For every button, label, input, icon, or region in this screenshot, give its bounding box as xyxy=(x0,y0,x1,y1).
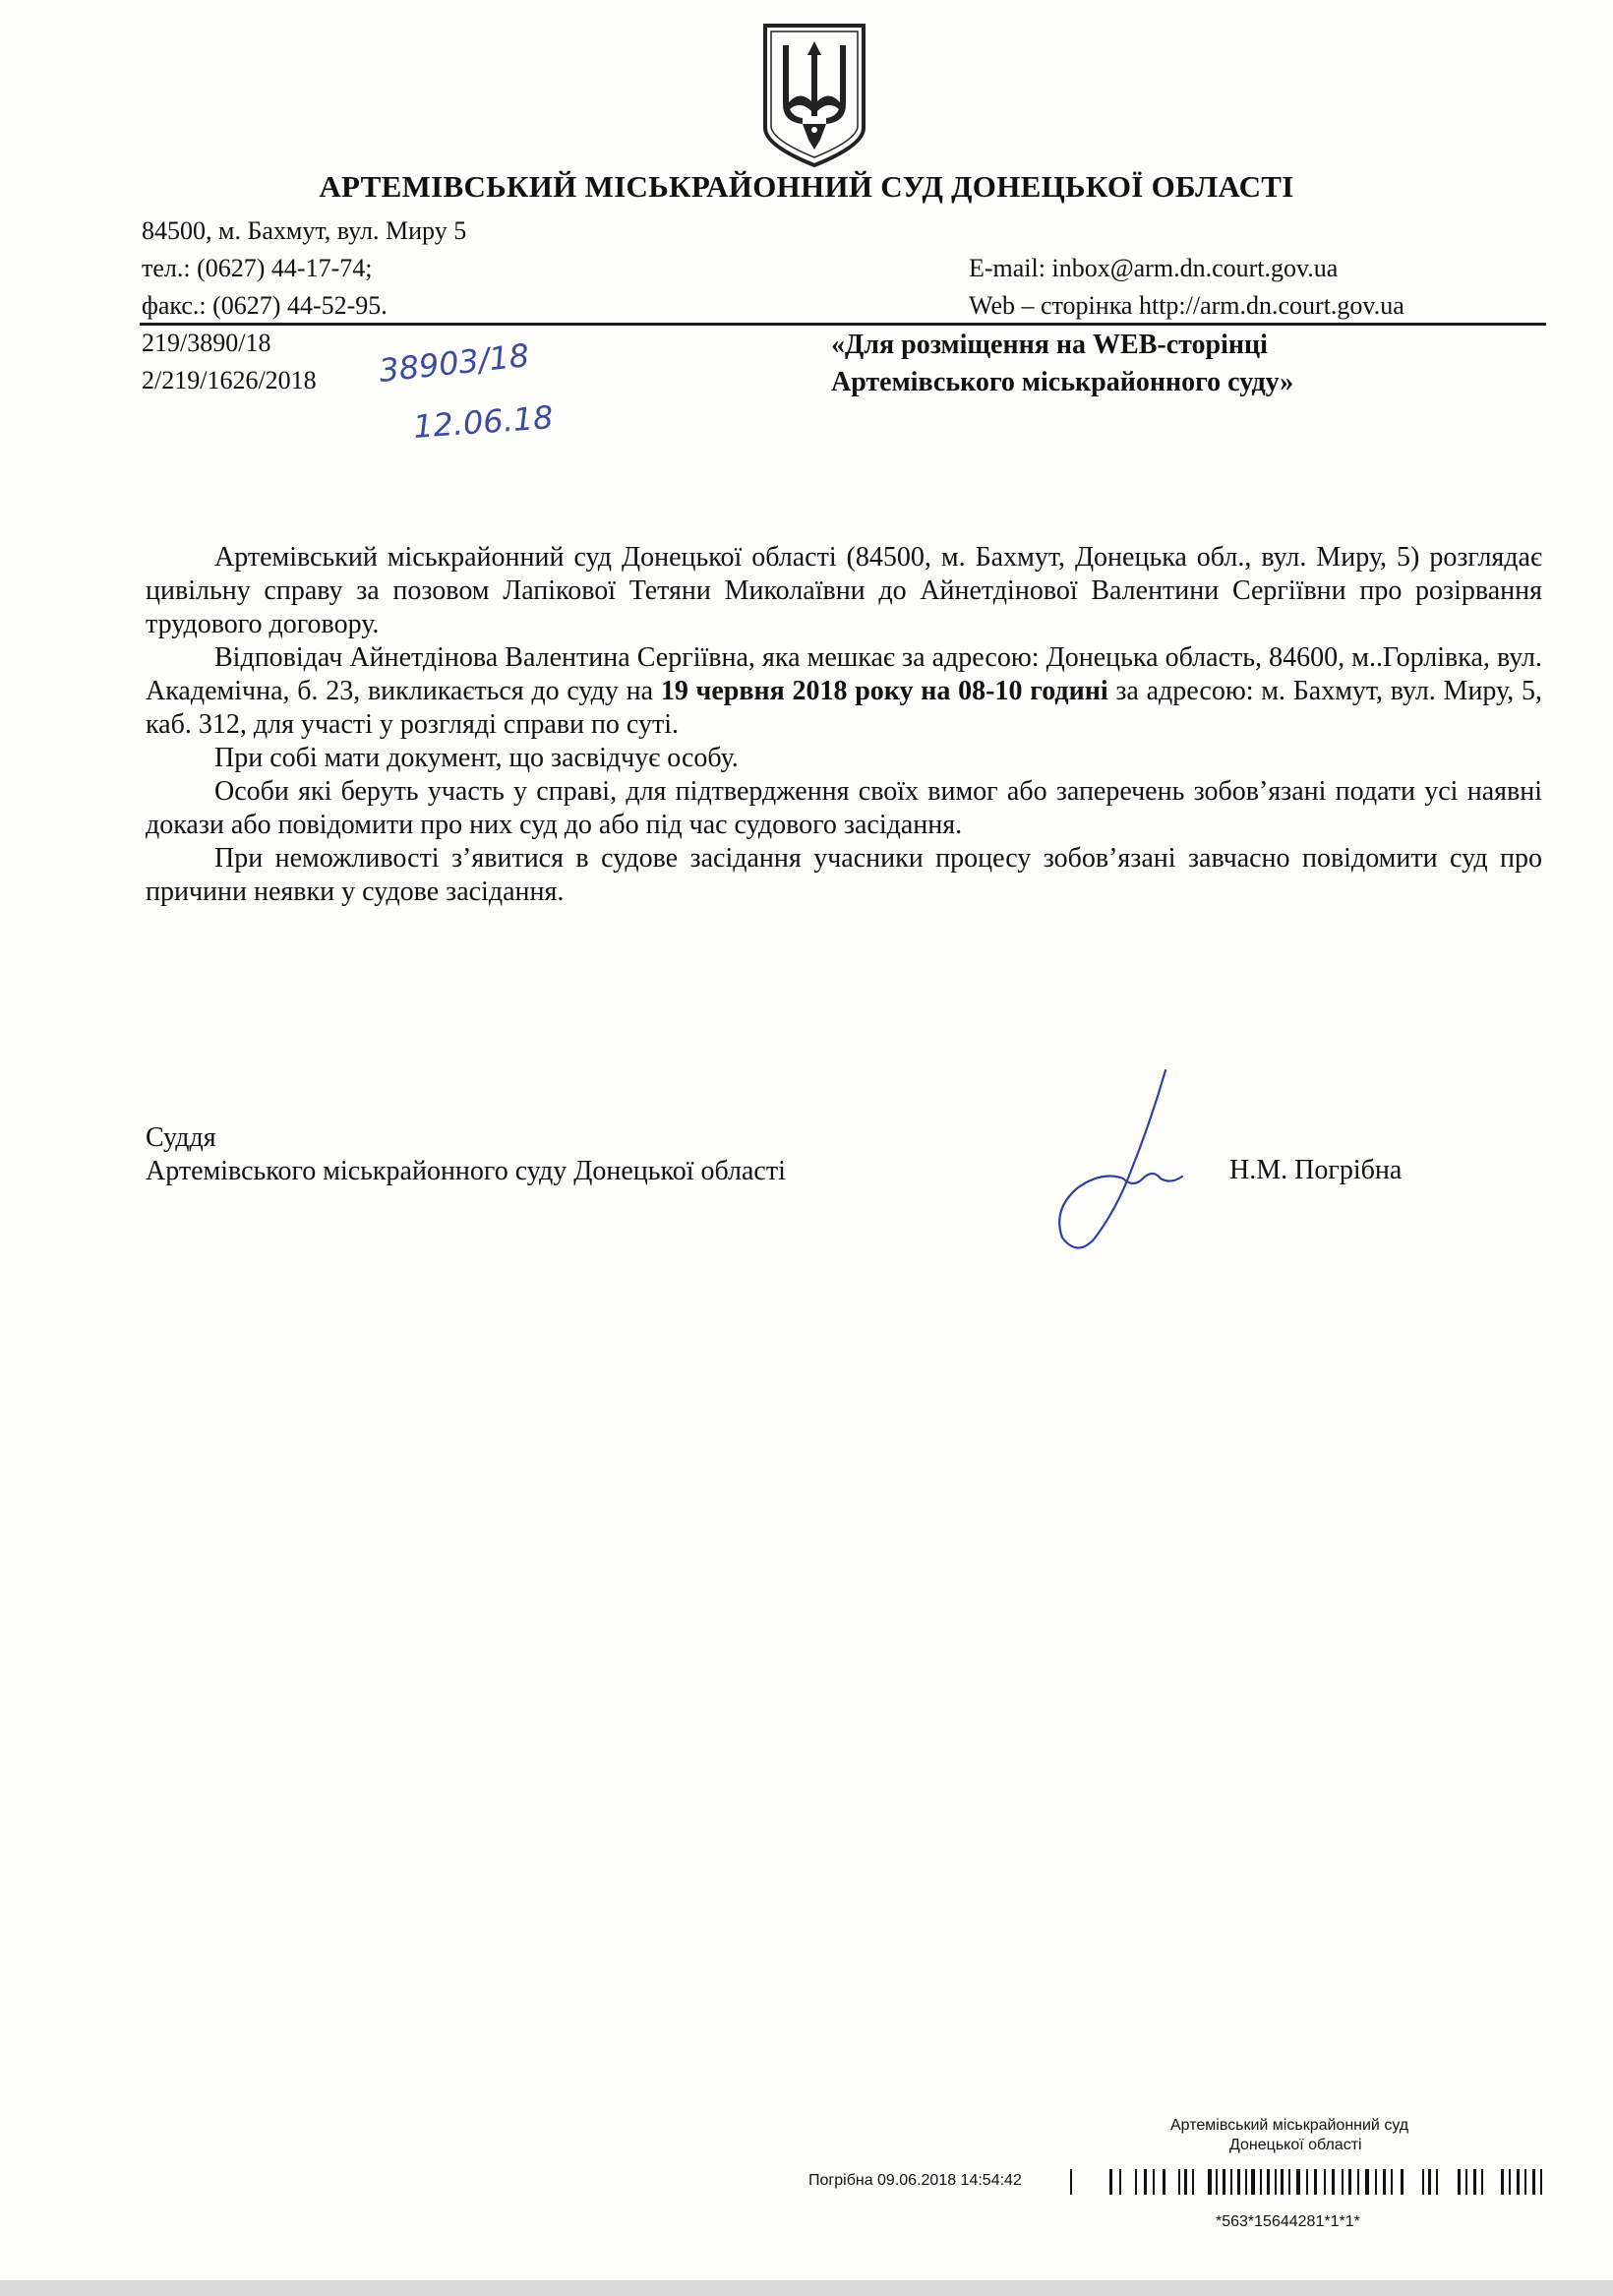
web-note-line-1: «Для розміщення на WEB-сторінці xyxy=(831,330,1268,360)
paragraph-case-description: Артемівський міськрайонний суд Донецької області (84500, м. Бахмут, Донецька обл., вул. Миру, 5) розглядає цивільну справу за позовом Лапікової Тетяни Миколаївни до Айнетдінової Валентини Сергіївни про розірвання трудового договору. xyxy=(146,542,1542,639)
hearing-datetime: 19 червня 2018 року на 08-10 годині xyxy=(660,676,1108,706)
proceeding-number: 2/219/1626/2018 xyxy=(142,366,317,394)
court-address: 84500, м. Бахмут, вул. Миру 5 xyxy=(142,216,467,245)
judge-position: Суддя xyxy=(146,1122,216,1153)
paragraph-evidence: Особи які беруть участь у справі, для підтвердження своїх вимог або заперечень зобов’язані подати усі наявні докази або повідомити про них суд до або під час судового засідання. xyxy=(146,776,1542,840)
court-website: Web – сторінка http://arm.dn.court.gov.ua xyxy=(969,291,1404,320)
paragraph-absence-notice: При неможливості з’явитися в судове засідання учасники процесу зобов’язані завчасно повідомити суд про причини неявки у судове засідання. xyxy=(146,843,1542,907)
judge-name: Н.М. Погрібна xyxy=(1229,1155,1403,1185)
paragraph-summons xyxy=(146,641,1542,742)
stamp-court-line-2: Донецької області xyxy=(1229,2137,1362,2153)
court-name-title: АРТЕМІВСЬКИЙ МІСЬКРАЙОННИЙ СУД ДОНЕЦЬКОЇ ОБЛАСТІ xyxy=(319,169,1294,204)
trident-coat-of-arms-icon xyxy=(755,20,873,169)
scan-bottom-edge xyxy=(0,2280,1613,2296)
paragraph-identity-document: При собі мати документ, що засвідчує особу. xyxy=(214,743,739,773)
court-email: E-mail: inbox@arm.dn.court.gov.ua xyxy=(969,254,1339,282)
summons-text-end: за адресою: м. Бахмут, вул. Миру, 5, каб. 312, для участі у розгляді справи по суті. xyxy=(146,676,1542,740)
barcode-text: *563*15644281*1*1* xyxy=(1216,2213,1360,2230)
web-note-line-2: Артемівського міськрайонного суду» xyxy=(831,367,1294,397)
case-number: 219/3890/18 xyxy=(142,329,271,357)
signature-block xyxy=(146,1121,786,1188)
court-phone: тел.: (0627) 44-17-74; xyxy=(142,254,373,282)
header-divider xyxy=(140,323,1546,326)
court-fax: факс.: (0627) 44-52-95. xyxy=(142,291,388,320)
summons-text-start: Відповідач Айнетдінова Валентина Сергіївна, яка мешкає за адресою: Донецька область, 84600, м..Горлівка, вул. Академічна, б. 23, викликається до суду на xyxy=(146,642,1542,706)
handwritten-date: 12.06.18 xyxy=(411,398,555,446)
judge-court: Артемівського міськрайонного суду Донецької області xyxy=(146,1156,786,1186)
stamp-court-line-1: Артемівський міськрайонний суд xyxy=(1170,2117,1409,2134)
handwritten-registration-number: 38903/18 xyxy=(377,336,531,390)
registration-barcode xyxy=(1070,2167,1547,2212)
notice-body xyxy=(146,541,1542,909)
handwritten-signature xyxy=(1023,1062,1200,1259)
web-publication-note xyxy=(831,327,1293,401)
stamp-registration-info: Погрібна 09.06.2018 14:54:42 xyxy=(808,2172,1022,2189)
